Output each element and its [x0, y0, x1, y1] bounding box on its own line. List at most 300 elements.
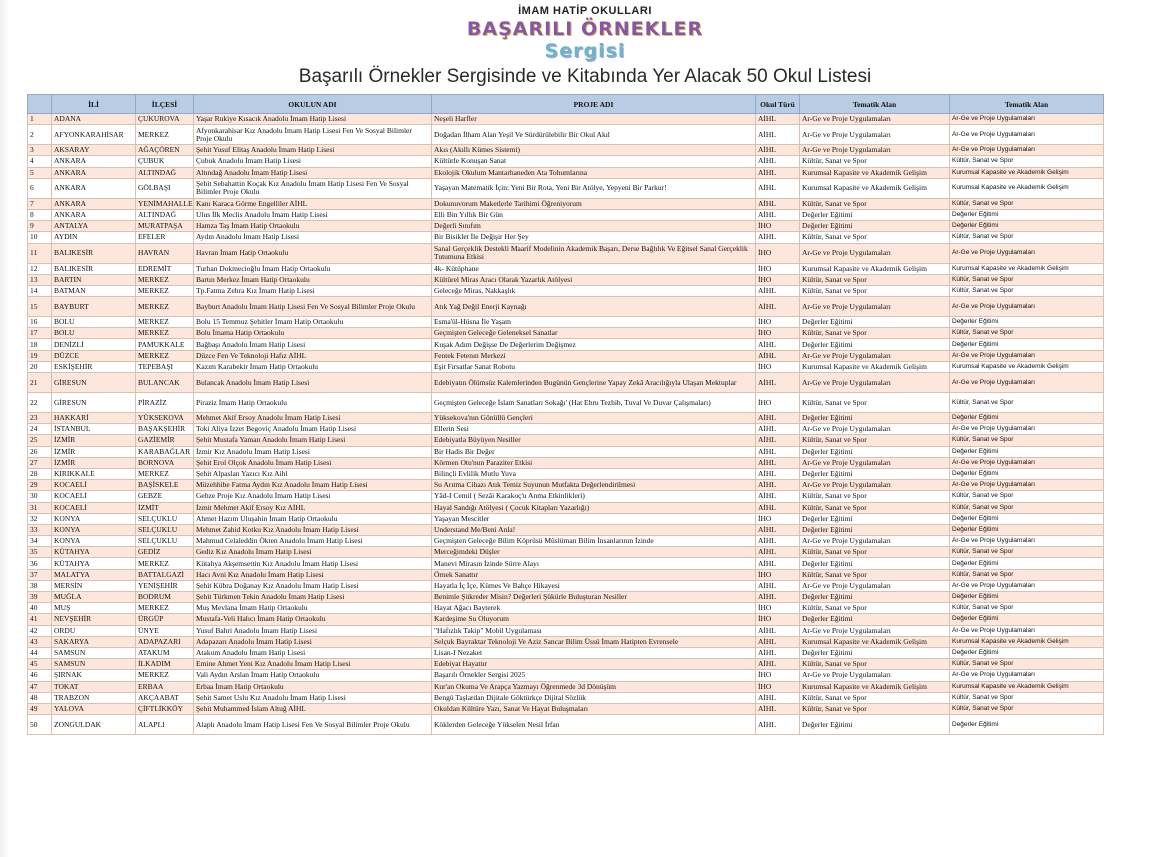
- district-cell: MERKEZ: [136, 350, 194, 361]
- school-type-cell: AİHL: [756, 167, 800, 178]
- project-name-cell: Kültürel Miras Aracı Olarak Yazarlık Atölyesi: [432, 274, 756, 285]
- school-name-cell: Şehit Muhammed İslam Altuğ AİHL: [194, 703, 432, 714]
- city-cell: KIRIKKALE: [52, 468, 136, 479]
- district-cell: MERKEZ: [136, 468, 194, 479]
- project-name-cell: Başarılı Örnekler Sergisi 2025: [432, 670, 756, 681]
- project-name-cell: Kuşak Adım Değişse De Değerlerim Değişmez: [432, 339, 756, 350]
- school-name-cell: Yusuf Bahri Anadolu İmam Hatip Lisesi: [194, 625, 432, 636]
- table-row: [28, 513, 1104, 524]
- school-type-cell: AİHL: [756, 114, 800, 125]
- school-name-cell: Bartın Merkez İmam Hatip Ortaokulu: [194, 274, 432, 285]
- theme-cell: Kültür, Sanat ve Spor: [800, 569, 950, 580]
- school-name-cell: Emine Ahmet Yeni Kız Anadolu İmam Hatip Lisesi: [194, 659, 432, 670]
- city-cell: BALIKESİR: [52, 243, 136, 263]
- row-number-cell: 49: [28, 703, 52, 714]
- theme-secondary-cell: Kurumsal Kapasite ve Akademik Gelişim: [950, 361, 1104, 372]
- city-cell: BAYBURT: [52, 297, 136, 317]
- document-title: Başarılı Örnekler Sergisinde ve Kitabında Yer Alacak 50 Okul Listesi: [298, 66, 872, 87]
- logo-line-2: Sergisi: [544, 40, 626, 62]
- district-cell: MURATPAŞA: [136, 221, 194, 232]
- table-row: [28, 491, 1104, 502]
- project-name-cell: Benimle Şükreder Misin? Değerleri Şükürle Buluşturan Nesiller: [432, 592, 756, 603]
- school-type-cell: AİHL: [756, 636, 800, 647]
- school-name-cell: Mustafa-Veli Halıcı İmam Hatip Ortaokulu: [194, 614, 432, 625]
- district-cell: ÜRGÜP: [136, 614, 194, 625]
- project-name-cell: Doğadan İlham Alan Yeşil Ve Sürdürülebilir Bir Okul Akıl: [432, 125, 756, 145]
- school-name-cell: Yaşar Rukiye Kısacık Anadolu İmam Hatip Lisesi: [194, 114, 432, 125]
- district-cell: İZMİT: [136, 502, 194, 513]
- project-name-cell: Geçmişten Geleceğe İslam Sanatları Sokağı' (Hat Ebru Tezhib, Tuval Ve Duvar Çalışmaları): [432, 393, 756, 413]
- project-name-cell: Dokunuvorum Maketlerle Tarihimi Öğreniyorum: [432, 198, 756, 209]
- table-row: [28, 558, 1104, 569]
- school-name-cell: Mehmet Zahid Kotku Kız Anadolu İmam Hatip Lisesi: [194, 524, 432, 535]
- city-cell: YALOVA: [52, 703, 136, 714]
- city-cell: DENİZLİ: [52, 339, 136, 350]
- row-number-cell: 36: [28, 558, 52, 569]
- theme-secondary-cell: Kültür, Sanat ve Spor: [950, 328, 1104, 339]
- row-number-cell: 41: [28, 614, 52, 625]
- row-number-cell: 31: [28, 502, 52, 513]
- project-name-cell: Edebiyatla Büyüyen Nesiller: [432, 435, 756, 446]
- city-cell: ANTALYA: [52, 221, 136, 232]
- theme-cell: Değerler Eğitimi: [800, 513, 950, 524]
- school-type-cell: İHO: [756, 569, 800, 580]
- school-name-cell: Hamza Taş İmam Hatip Ortaokulu: [194, 221, 432, 232]
- district-cell: ALAPLI: [136, 715, 194, 735]
- school-name-cell: Adapazarı Anadolu İmam Hatip Lisesi: [194, 636, 432, 647]
- theme-cell: Kurumsal Kapasite ve Akademik Gelişim: [800, 178, 950, 198]
- city-cell: HAKKARİ: [52, 413, 136, 424]
- project-name-cell: Okuldan Kültüre Yazı, Sanat Ve Hayat Buluşmaları: [432, 703, 756, 714]
- theme-cell: Kültür, Sanat ve Spor: [800, 232, 950, 243]
- school-type-cell: AİHL: [756, 592, 800, 603]
- school-type-cell: AİHL: [756, 350, 800, 361]
- district-cell: PAMUKKALE: [136, 339, 194, 350]
- table-row: [28, 435, 1104, 446]
- theme-secondary-cell: Değerler Eğitimi: [950, 339, 1104, 350]
- district-cell: AKÇAABAT: [136, 692, 194, 703]
- school-name-cell: Havran İmam Hatip Ortaokulu: [194, 243, 432, 263]
- theme-cell: Kurumsal Kapasite ve Akademik Gelişim: [800, 636, 950, 647]
- row-number-cell: 24: [28, 424, 52, 435]
- theme-secondary-cell: Ar-Ge ve Proje Uygulamaları: [950, 114, 1104, 125]
- row-number-cell: 20: [28, 361, 52, 372]
- theme-secondary-cell: Değerler Eğitimi: [950, 524, 1104, 535]
- theme-cell: Değerler Eğitimi: [800, 209, 950, 220]
- city-cell: KONYA: [52, 524, 136, 535]
- city-cell: TOKAT: [52, 681, 136, 692]
- theme-secondary-cell: Ar-Ge ve Proje Uygulamaları: [950, 480, 1104, 491]
- city-cell: İZMİR: [52, 457, 136, 468]
- city-cell: BOLU: [52, 328, 136, 339]
- theme-secondary-cell: Değerler Eğitimi: [950, 614, 1104, 625]
- city-cell: İZMİR: [52, 446, 136, 457]
- project-name-cell: Yaşayan Matematik İçin: Yeni Bir Rota, Yeni Bir Atölye, Yepyeni Bir Parkur!: [432, 178, 756, 198]
- theme-cell: Değerler Eğitimi: [800, 715, 950, 735]
- city-cell: SAMSUN: [52, 659, 136, 670]
- school-name-cell: Gebze Proje Kız Anadolu İmam Hatip Lisesi: [194, 491, 432, 502]
- school-type-cell: İHO: [756, 513, 800, 524]
- project-name-cell: Yaşayan Mescitler: [432, 513, 756, 524]
- table-row: [28, 603, 1104, 614]
- city-cell: KOCAELİ: [52, 480, 136, 491]
- school-name-cell: Şehit Yusuf Elitaş Anadolu İmam Hatip Lisesi: [194, 145, 432, 156]
- project-name-cell: Elli Bin Yıllık Bir Gün: [432, 209, 756, 220]
- school-name-cell: Turhan Dokmecioğlu İmam Hatip Ortaokulu: [194, 263, 432, 274]
- theme-cell: Kurumsal Kapasite ve Akademik Gelişim: [800, 361, 950, 372]
- school-name-cell: Altındağ Anadolu İmam Hatip Lisesi: [194, 167, 432, 178]
- city-cell: ANKARA: [52, 167, 136, 178]
- project-name-cell: Atık Yağ Değil Enerji Kaynağı: [432, 297, 756, 317]
- district-cell: BODRUM: [136, 592, 194, 603]
- row-number-cell: 23: [28, 413, 52, 424]
- table-row: [28, 209, 1104, 220]
- city-cell: MUŞ: [52, 603, 136, 614]
- district-cell: MERKEZ: [136, 297, 194, 317]
- row-number-cell: 40: [28, 603, 52, 614]
- city-cell: ADANA: [52, 114, 136, 125]
- school-type-cell: İHO: [756, 614, 800, 625]
- district-cell: YÜKSEKOVA: [136, 413, 194, 424]
- theme-secondary-cell: Ar-Ge ve Proje Uygulamaları: [950, 536, 1104, 547]
- city-cell: KONYA: [52, 536, 136, 547]
- theme-cell: Ar-Ge ve Proje Uygulamaları: [800, 297, 950, 317]
- school-name-cell: Atakum Anadolu İmam Hatip Lisesi: [194, 647, 432, 658]
- school-name-cell: Piraziz İmam Hatip Ortaokulu: [194, 393, 432, 413]
- col-header-district: İLÇESİ: [136, 95, 194, 114]
- city-cell: NEVŞEHİR: [52, 614, 136, 625]
- district-cell: AĞAÇÖREN: [136, 145, 194, 156]
- theme-cell: Değerler Eğitimi: [800, 221, 950, 232]
- theme-cell: Ar-Ge ve Proje Uygulamaları: [800, 480, 950, 491]
- table-row: [28, 580, 1104, 591]
- row-number-cell: 10: [28, 232, 52, 243]
- school-type-cell: İHO: [756, 361, 800, 372]
- project-name-cell: Körmen Otu'nun Paraziter Etkisi: [432, 457, 756, 468]
- theme-cell: Ar-Ge ve Proje Uygulamaları: [800, 125, 950, 145]
- row-number-cell: 18: [28, 339, 52, 350]
- row-number-cell: 4: [28, 156, 52, 167]
- col-header-school-type: Okul Türü: [756, 95, 800, 114]
- table-row: [28, 592, 1104, 603]
- city-cell: ANKARA: [52, 156, 136, 167]
- row-number-cell: 30: [28, 491, 52, 502]
- col-header-project: PROJE ADI: [432, 95, 756, 114]
- table-body: [28, 114, 1104, 735]
- school-type-cell: AİHL: [756, 480, 800, 491]
- city-cell: ANKARA: [52, 178, 136, 198]
- city-cell: KÜTAHYA: [52, 547, 136, 558]
- school-type-cell: AİHL: [756, 339, 800, 350]
- row-number-cell: 3: [28, 145, 52, 156]
- theme-secondary-cell: Kültür, Sanat ve Spor: [950, 547, 1104, 558]
- district-cell: ADAPAZARI: [136, 636, 194, 647]
- district-cell: BAŞAKŞEHİR: [136, 424, 194, 435]
- school-type-cell: İHO: [756, 274, 800, 285]
- school-type-cell: AİHL: [756, 468, 800, 479]
- school-type-cell: AİHL: [756, 232, 800, 243]
- district-cell: EDREMİT: [136, 263, 194, 274]
- city-cell: ANKARA: [52, 209, 136, 220]
- school-type-cell: İHO: [756, 328, 800, 339]
- school-name-cell: Ulus İlk Meclis Anadolu İmam Hatip Lisesi: [194, 209, 432, 220]
- row-number-cell: 1: [28, 114, 52, 125]
- project-name-cell: Kur'an Okuma Ve Arapça Yazmayı Öğrenmede 3d Dönüşüm: [432, 681, 756, 692]
- city-cell: SAMSUN: [52, 647, 136, 658]
- theme-secondary-cell: Kurumsal Kapasite ve Akademik Gelişim: [950, 263, 1104, 274]
- city-cell: BATMAN: [52, 285, 136, 296]
- school-type-cell: İHO: [756, 263, 800, 274]
- school-name-cell: Gediz Kız Anadolu İmam Hatip Lisesi: [194, 547, 432, 558]
- table-row: [28, 285, 1104, 296]
- school-name-cell: Çubuk Anadolu İmam Hatip Lisesi: [194, 156, 432, 167]
- district-cell: SELÇUKLU: [136, 513, 194, 524]
- school-name-cell: Bayburt Anadolu İmam Hatip Lisesi Fen Ve Sosyal Bilimler Proje Okulu: [194, 297, 432, 317]
- row-number-cell: 8: [28, 209, 52, 220]
- school-type-cell: AİHL: [756, 692, 800, 703]
- project-name-cell: Sanal Gerçeklik Destekli Maarif Modelinin Akademik Başarı, Derse Bağlılık Ve Eğitsel Sanal Gerçeklik Tutumuna Etkisi: [432, 243, 756, 263]
- school-name-cell: Erbaa İmam Hatip Ortaokulu: [194, 681, 432, 692]
- district-cell: SELÇUKLU: [136, 536, 194, 547]
- city-cell: GİRESUN: [52, 373, 136, 393]
- city-cell: KOCAELİ: [52, 502, 136, 513]
- project-name-cell: Köklerden Geleceğe Yükselen Nesil İrfan: [432, 715, 756, 735]
- school-type-cell: AİHL: [756, 457, 800, 468]
- theme-cell: Değerler Eğitimi: [800, 317, 950, 328]
- project-name-cell: Bir Hadis Bir Değer: [432, 446, 756, 457]
- row-number-cell: 16: [28, 317, 52, 328]
- project-name-cell: Bengü Taşlardan Dijitale Göktürkçe Dijital Sözlük: [432, 692, 756, 703]
- table-row: [28, 647, 1104, 658]
- school-name-cell: Toki Aliya İzzet Begoviç Anadolu İmam Hatip Lisesi: [194, 424, 432, 435]
- theme-secondary-cell: Kültür, Sanat ve Spor: [950, 285, 1104, 296]
- school-name-cell: Aydın Anadolu İmam Hatip Lisesi: [194, 232, 432, 243]
- school-name-cell: Alaplı Anadolu İmam Hatip Lisesi Fen Ve Sosyal Bilimler Proje Okulu: [194, 715, 432, 735]
- project-name-cell: Akıs (Akıllı Kümes Sistemi): [432, 145, 756, 156]
- school-name-cell: Ahmet Hazım Uluşahin İmam Hatip Ortaokulu: [194, 513, 432, 524]
- theme-secondary-cell: Kültür, Sanat ve Spor: [950, 692, 1104, 703]
- row-number-cell: 22: [28, 393, 52, 413]
- theme-cell: Kurumsal Kapasite ve Akademik Gelişim: [800, 263, 950, 274]
- table-row: [28, 625, 1104, 636]
- table-row: [28, 692, 1104, 703]
- theme-cell: Değerler Eğitimi: [800, 524, 950, 535]
- theme-secondary-cell: Değerler Eğitimi: [950, 468, 1104, 479]
- project-name-cell: Eşit Fırsatlar Sanat Robotu: [432, 361, 756, 372]
- table-row: [28, 681, 1104, 692]
- school-type-cell: AİHL: [756, 145, 800, 156]
- table-row: [28, 232, 1104, 243]
- project-name-cell: Ekolojik Okulum Mantarhaneden Ata Tohumlarına: [432, 167, 756, 178]
- col-header-no: [28, 95, 52, 114]
- theme-secondary-cell: Değerler Eğitimi: [950, 221, 1104, 232]
- project-name-cell: Merceğimdeki Düşler: [432, 547, 756, 558]
- project-name-cell: Bilinçli Evlilik Mutlu Yuva: [432, 468, 756, 479]
- school-name-cell: Şehit Erol Olçok Anadolu İmam Hatip Lisesi: [194, 457, 432, 468]
- document-header: [0, 0, 1170, 92]
- district-cell: MERKEZ: [136, 285, 194, 296]
- city-cell: AFYONKARAHİSAR: [52, 125, 136, 145]
- theme-secondary-cell: Değerler Eğitimi: [950, 647, 1104, 658]
- row-number-cell: 44: [28, 647, 52, 658]
- theme-secondary-cell: Kültür, Sanat ve Spor: [950, 703, 1104, 714]
- row-number-cell: 5: [28, 167, 52, 178]
- row-number-cell: 35: [28, 547, 52, 558]
- row-number-cell: 27: [28, 457, 52, 468]
- city-cell: BOLU: [52, 317, 136, 328]
- district-cell: ALTINDAĞ: [136, 167, 194, 178]
- school-type-cell: AİHL: [756, 424, 800, 435]
- district-cell: BAŞİSKELE: [136, 480, 194, 491]
- row-number-cell: 50: [28, 715, 52, 735]
- row-number-cell: 14: [28, 285, 52, 296]
- table-row: [28, 317, 1104, 328]
- theme-secondary-cell: Ar-Ge ve Proje Uygulamaları: [950, 424, 1104, 435]
- row-number-cell: 13: [28, 274, 52, 285]
- theme-secondary-cell: Değerler Eğitimi: [950, 446, 1104, 457]
- project-name-cell: "Hafızlık Takip" Mobil Uygulaması: [432, 625, 756, 636]
- theme-cell: Ar-Ge ve Proje Uygulamaları: [800, 373, 950, 393]
- school-type-cell: AİHL: [756, 198, 800, 209]
- table-header-row: [28, 95, 1104, 114]
- col-header-city: İLİ: [52, 95, 136, 114]
- school-name-cell: Şehit Türkmen Tekin Anadolu İmam Hatip Lisesi: [194, 592, 432, 603]
- school-name-cell: Vali Aydın Arslan İmam Hatip Ortaokulu: [194, 670, 432, 681]
- table-row: [28, 502, 1104, 513]
- theme-secondary-cell: Kültür, Sanat ve Spor: [950, 603, 1104, 614]
- district-cell: ATAKUM: [136, 647, 194, 658]
- district-cell: SELÇUKLU: [136, 524, 194, 535]
- theme-secondary-cell: Kültür, Sanat ve Spor: [950, 435, 1104, 446]
- district-cell: ÇUBUK: [136, 156, 194, 167]
- project-name-cell: Hayatla İç İçe, Kümes Ve Bahçe Hikayesi: [432, 580, 756, 591]
- school-type-cell: AİHL: [756, 558, 800, 569]
- table-row: [28, 361, 1104, 372]
- district-cell: MERKEZ: [136, 328, 194, 339]
- row-number-cell: 48: [28, 692, 52, 703]
- district-cell: MERKEZ: [136, 274, 194, 285]
- table-row: [28, 339, 1104, 350]
- row-number-cell: 47: [28, 681, 52, 692]
- table-row: [28, 393, 1104, 413]
- row-number-cell: 34: [28, 536, 52, 547]
- city-cell: KONYA: [52, 513, 136, 524]
- city-cell: ZONGULDAK: [52, 715, 136, 735]
- table-row: [28, 536, 1104, 547]
- school-name-cell: Afyonkarahisar Kız Anadolu İmam Hatip Lisesi Fen Ve Sosyal Bilimler Proje Okulu: [194, 125, 432, 145]
- table-row: [28, 145, 1104, 156]
- school-name-cell: Mehmet Akif Ersoy Anadolu İmam Hatip Lisesi: [194, 413, 432, 424]
- district-cell: ÇİFTLİKKÖY: [136, 703, 194, 714]
- school-name-cell: Kanı Karaca Görme Engelliler AİHL: [194, 198, 432, 209]
- district-cell: MERKEZ: [136, 603, 194, 614]
- district-cell: MERKEZ: [136, 558, 194, 569]
- project-name-cell: Manevi Mirasın İzinde Sürre Alayı: [432, 558, 756, 569]
- theme-cell: Değerler Eğitimi: [800, 339, 950, 350]
- theme-secondary-cell: Kurumsal Kapasite ve Akademik Gelişim: [950, 178, 1104, 198]
- theme-cell: Ar-Ge ve Proje Uygulamaları: [800, 536, 950, 547]
- row-number-cell: 32: [28, 513, 52, 524]
- theme-secondary-cell: Kurumsal Kapasite ve Akademik Gelişim: [950, 681, 1104, 692]
- theme-cell: Değerler Eğitimi: [800, 558, 950, 569]
- project-name-cell: Understand Me/Beni Anla!: [432, 524, 756, 535]
- school-type-cell: AİHL: [756, 297, 800, 317]
- theme-secondary-cell: Ar-Ge ve Proje Uygulamaları: [950, 350, 1104, 361]
- table-row: [28, 328, 1104, 339]
- city-cell: KOCAELİ: [52, 491, 136, 502]
- theme-secondary-cell: Değerler Eğitimi: [950, 513, 1104, 524]
- header-kicker: İMAM HATİP OKULLARI: [518, 5, 652, 17]
- table-row: [28, 457, 1104, 468]
- theme-secondary-cell: Ar-Ge ve Proje Uygulamaları: [950, 580, 1104, 591]
- row-number-cell: 26: [28, 446, 52, 457]
- theme-cell: Değerler Eğitimi: [800, 446, 950, 457]
- district-cell: ALTINDAĞ: [136, 209, 194, 220]
- district-cell: PİRAZİZ: [136, 393, 194, 413]
- table-row: [28, 125, 1104, 145]
- theme-cell: Kültür, Sanat ve Spor: [800, 156, 950, 167]
- city-cell: AYDIN: [52, 232, 136, 243]
- city-cell: ŞIRNAK: [52, 670, 136, 681]
- city-cell: MERSİN: [52, 580, 136, 591]
- theme-secondary-cell: Kültür, Sanat ve Spor: [950, 156, 1104, 167]
- row-number-cell: 6: [28, 178, 52, 198]
- theme-secondary-cell: Kültür, Sanat ve Spor: [950, 393, 1104, 413]
- theme-secondary-cell: Ar-Ge ve Proje Uygulamaları: [950, 625, 1104, 636]
- district-cell: MERKEZ: [136, 125, 194, 145]
- row-number-cell: 2: [28, 125, 52, 145]
- table-row: [28, 670, 1104, 681]
- col-header-theme: Tematik Alan: [800, 95, 950, 114]
- district-cell: ÇUKUROVA: [136, 114, 194, 125]
- table-row: [28, 373, 1104, 393]
- school-type-cell: AİHL: [756, 446, 800, 457]
- city-cell: ESKİŞEHİR: [52, 361, 136, 372]
- row-number-cell: 19: [28, 350, 52, 361]
- project-name-cell: Lisan-I Nezaket: [432, 647, 756, 658]
- project-name-cell: Kültürle Konuşan Sanat: [432, 156, 756, 167]
- district-cell: KARABAĞLAR: [136, 446, 194, 457]
- district-cell: BULANCAK: [136, 373, 194, 393]
- project-name-cell: Neşeli Harfler: [432, 114, 756, 125]
- district-cell: GEDİZ: [136, 547, 194, 558]
- school-name-cell: Şehit Alpaslan Yazıcı Kız Aihl: [194, 468, 432, 479]
- project-name-cell: Fentek Fetenın Merkezi: [432, 350, 756, 361]
- theme-secondary-cell: Değerler Eğitimi: [950, 317, 1104, 328]
- school-type-cell: AİHL: [756, 625, 800, 636]
- project-name-cell: Esma'ül-Hüsna İle Yaşam: [432, 317, 756, 328]
- theme-secondary-cell: Değerler Eğitimi: [950, 592, 1104, 603]
- row-number-cell: 42: [28, 625, 52, 636]
- school-type-cell: AİHL: [756, 125, 800, 145]
- theme-cell: Kültür, Sanat ve Spor: [800, 328, 950, 339]
- theme-cell: Değerler Eğitimi: [800, 592, 950, 603]
- district-cell: İLKADIM: [136, 659, 194, 670]
- table-row: [28, 446, 1104, 457]
- theme-cell: Ar-Ge ve Proje Uygulamaları: [800, 424, 950, 435]
- table-row: [28, 524, 1104, 535]
- school-type-cell: İHO: [756, 681, 800, 692]
- table-row: [28, 243, 1104, 263]
- table-row: [28, 350, 1104, 361]
- table-row: [28, 715, 1104, 735]
- district-cell: EFELER: [136, 232, 194, 243]
- district-cell: TEPEBAŞI: [136, 361, 194, 372]
- school-type-cell: İHO: [756, 670, 800, 681]
- table-row: [28, 480, 1104, 491]
- school-name-cell: Bağbaşı Anadolu İmam Hatip Lisesi: [194, 339, 432, 350]
- row-number-cell: 9: [28, 221, 52, 232]
